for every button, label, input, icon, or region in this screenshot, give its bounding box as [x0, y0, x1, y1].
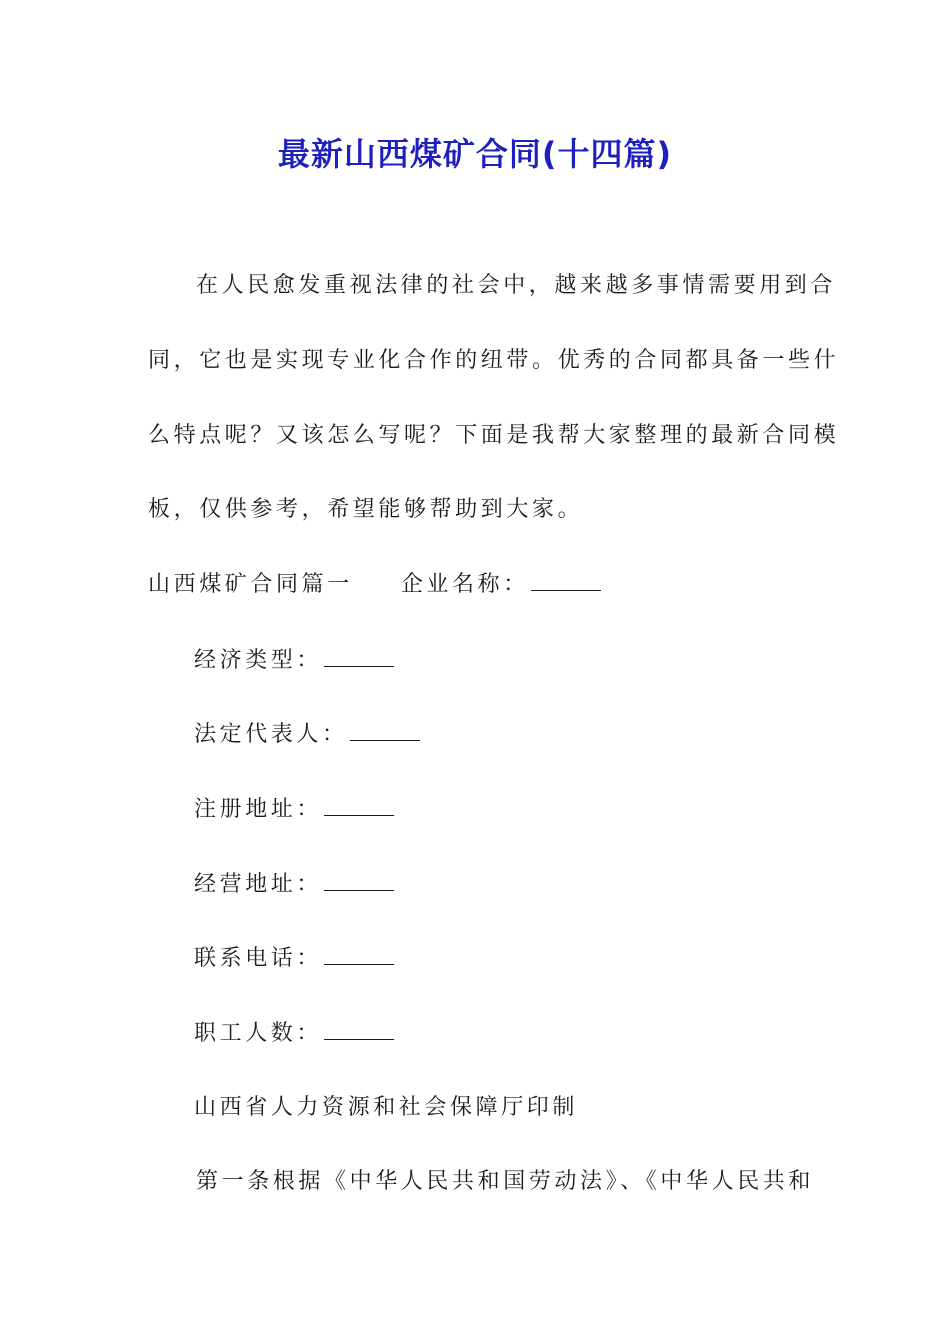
employee-count-line [194, 1017, 394, 1050]
business-address-line [194, 868, 394, 901]
economic-type-line [194, 644, 394, 677]
employee-count-blank [324, 1017, 394, 1040]
business-address-label: 经营地址： [194, 872, 323, 897]
business-address-blank [324, 868, 394, 891]
phone-blank [324, 942, 394, 965]
article-one-line: 第一条根据《中华人民共和国劳动法》、《中华人民共和 [196, 1169, 815, 1194]
document-title: 最新山西煤矿合同(十四篇) [277, 135, 673, 173]
section-heading: 山西煤矿合同篇一 [148, 572, 353, 597]
legal-rep-blank [350, 718, 420, 741]
economic-type-blank [324, 644, 394, 667]
economic-type-label: 经济类型： [194, 648, 323, 673]
employee-count-label: 职工人数： [194, 1021, 323, 1046]
intro-line-3: 么特点呢？又该怎么写呢？下面是我帮大家整理的最新合同模 [148, 423, 840, 448]
issuer-line: 山西省人力资源和社会保障厅印制 [194, 1095, 579, 1120]
registered-address-label: 注册地址： [194, 797, 323, 822]
phone-line [194, 942, 394, 975]
registered-address-line [194, 793, 394, 826]
registered-address-blank [324, 793, 394, 816]
company-name-label: 企业名称： [400, 572, 529, 597]
intro-line-4: 板，仅供参考，希望能够帮助到大家。 [148, 497, 584, 522]
intro-line-2: 同，它也是实现专业化合作的纽带。优秀的合同都具备一些什 [148, 348, 840, 373]
intro-line-1: 在人民愈发重视法律的社会中，越来越多事情需要用到合 [196, 273, 837, 298]
phone-label: 联系电话： [194, 946, 323, 971]
section-heading-line [148, 568, 601, 601]
company-name-blank [531, 568, 601, 591]
legal-rep-label: 法定代表人： [194, 722, 348, 747]
legal-rep-line [194, 718, 420, 751]
